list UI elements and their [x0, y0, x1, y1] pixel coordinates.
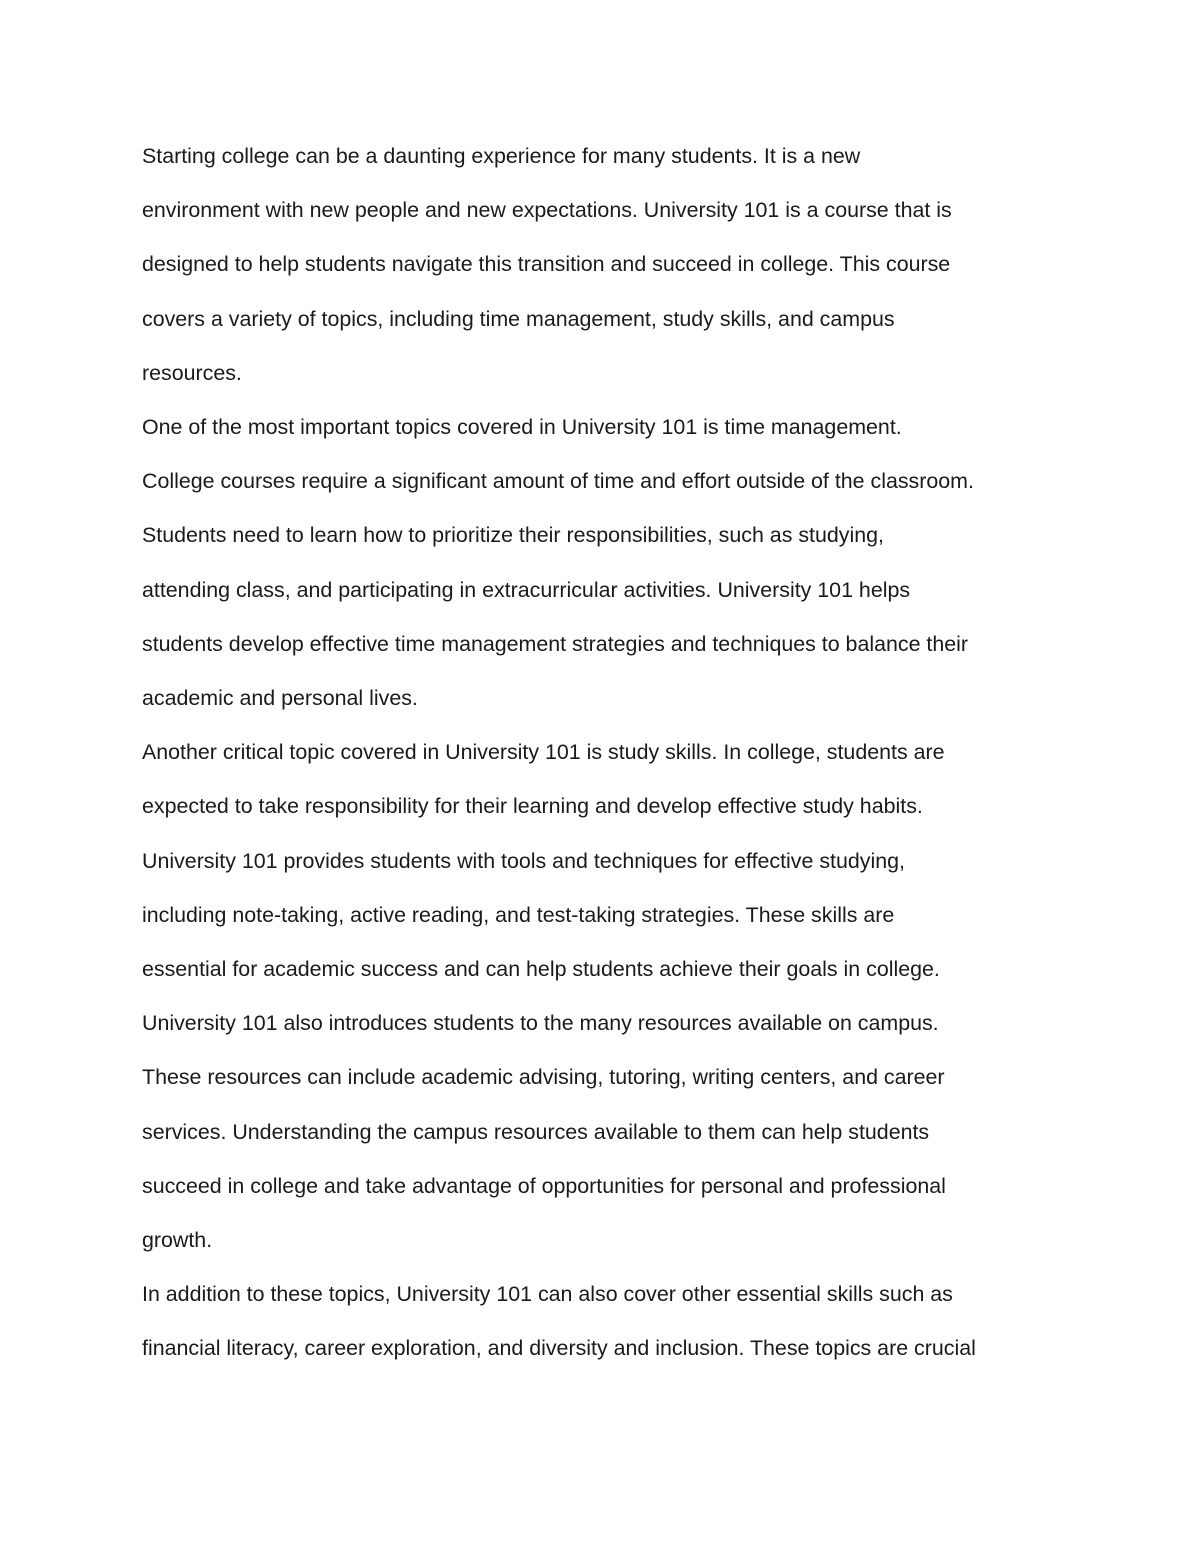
text-line: Students need to learn how to prioritize their responsibilities, such as studying,: [142, 523, 884, 548]
text-line: Starting college can be a daunting experience for many students. It is a new: [142, 144, 861, 168]
text-line: College courses require a significant amount of time and effort outside of the classroom.: [142, 469, 974, 494]
text-line: These resources can include academic advising, tutoring, writing centers, and career: [142, 1065, 945, 1090]
document-body: [142, 129, 1072, 1376]
text-line: Another critical topic covered in University 101 is study skills. In college, students are: [142, 740, 945, 765]
text-line: covers a variety of topics, including time management, study skills, and campus: [142, 306, 895, 331]
text-line: environment with new people and new expectations. University 101 is a course that is: [142, 198, 952, 223]
text-line: financial literacy, career exploration, and diversity and inclusion. These topics are crucial: [142, 1336, 976, 1361]
text-line: academic and personal lives.: [142, 686, 418, 711]
text-line: growth.: [142, 1228, 213, 1253]
text-line: expected to take responsibility for their learning and develop effective study habits.: [142, 794, 923, 819]
text-line: including note-taking, active reading, and test-taking strategies. These skills are: [142, 902, 895, 927]
text-line: resources.: [142, 360, 242, 385]
text-line: attending class, and participating in extracurricular activities. University 101 helps: [142, 577, 911, 602]
text-line: essential for academic success and can help students achieve their goals in college.: [142, 957, 940, 982]
text-line: University 101 provides students with tools and techniques for effective studying,: [142, 848, 905, 873]
text-line: services. Understanding the campus resources available to them can help students: [142, 1119, 930, 1144]
text-line: succeed in college and take advantage of opportunities for personal and professional: [142, 1173, 946, 1198]
text-line: University 101 also introduces students to the many resources available on campus.: [142, 1011, 939, 1036]
text-line: In addition to these topics, University 101 can also cover other essential skills such as: [142, 1282, 953, 1307]
text-line: designed to help students navigate this transition and succeed in college. This course: [142, 252, 951, 277]
text-line: One of the most important topics covered in University 101 is time management.: [142, 415, 902, 440]
text-line: students develop effective time management strategies and techniques to balance their: [142, 631, 969, 656]
